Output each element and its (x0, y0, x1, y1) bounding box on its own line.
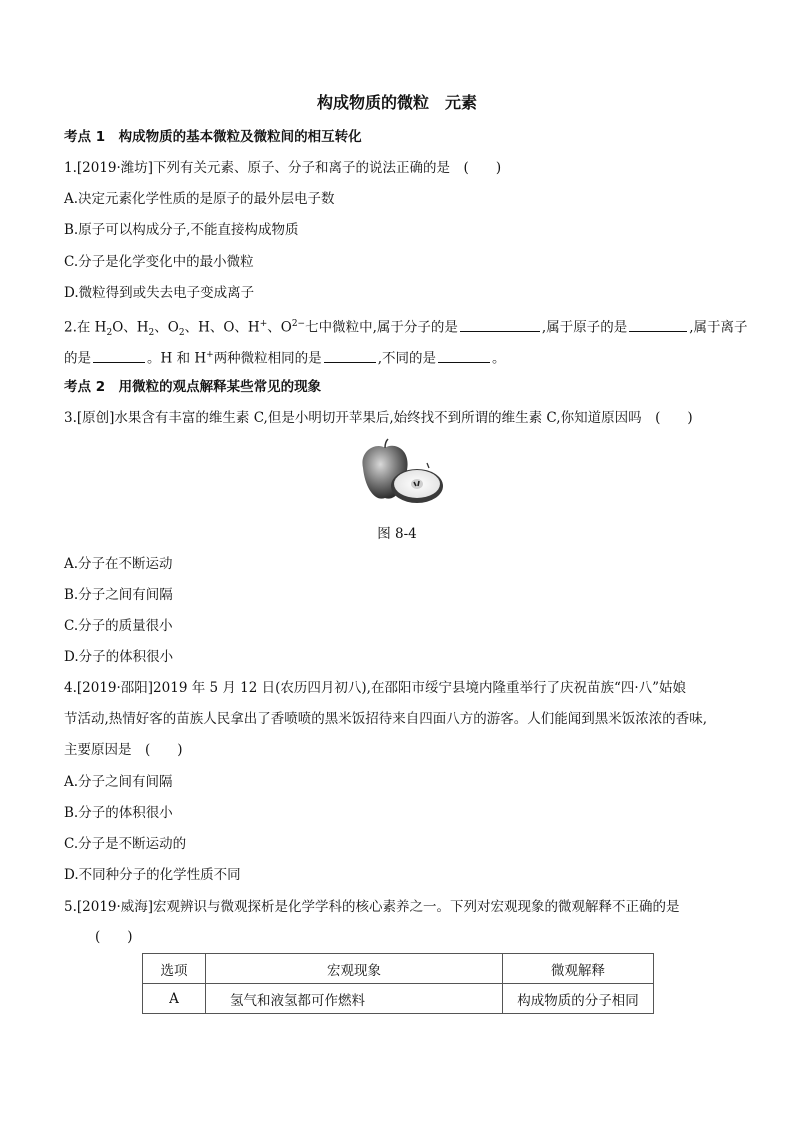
section-2-heading: 考点 2 用微粒的观点解释某些常见的现象 (64, 379, 322, 395)
q2-text: 两种微粒相同的是 (213, 350, 322, 367)
q2-superscript: 2− (291, 319, 306, 329)
q4-option-b: B.分子的体积很小 (64, 805, 173, 821)
page-title: 构成物质的微粒 元素 (316, 93, 477, 112)
q3-option-c: C.分子的质量很小 (64, 618, 173, 634)
q2-text: ,不同的是 (377, 350, 436, 367)
table-header-cell: 微观解释 (503, 954, 654, 984)
table-cell: 构成物质的分子相同 (503, 984, 654, 1014)
answer-blank-same[interactable] (324, 348, 376, 363)
q1-option-d: D.微粒得到或失去电子变成离子 (64, 285, 255, 301)
q3-option-a: A.分子在不断运动 (64, 556, 173, 572)
q2-text: 2.在 H (64, 319, 107, 336)
answer-blank-ions[interactable] (93, 348, 145, 363)
table-header-cell: 选项 (143, 954, 206, 984)
table-cell: A (143, 984, 206, 1014)
q4-line-1: 4.[2019·邵阳]2019 年 5 月 12 日(农历四月初八),在邵阳市绥宁县境内隆重举行了庆祝苗族“四·八”姑娘 (64, 680, 687, 696)
answer-blank-molecules[interactable] (460, 317, 540, 332)
q2-line-1 (64, 314, 748, 343)
q1-option-c: C.分子是化学变化中的最小微粒 (64, 254, 254, 270)
answer-blank-atoms[interactable] (629, 317, 687, 332)
q2-text: 。H 和 H (147, 350, 207, 367)
q2-subscript: 2 (148, 328, 155, 339)
q2-text: O、H (112, 319, 149, 336)
q1-option-b: B.原子可以构成分子,不能直接构成物质 (64, 222, 299, 238)
q2-subscript: 2 (106, 328, 113, 339)
q2-text: 、O (267, 319, 292, 336)
q4-option-d: D.不同种分子的化学性质不同 (64, 867, 241, 883)
q2-subscript: 2 (178, 328, 185, 339)
table-header-cell: 宏观现象 (206, 954, 503, 984)
q2-text: 七中微粒中,属于分子的是 (305, 319, 458, 336)
q5-line-2: ( ) (95, 929, 133, 945)
q2-text: 。 (491, 350, 506, 367)
q2-text: 、O (154, 319, 179, 336)
q2-text: ,属于离子 (689, 319, 748, 336)
q4-line-3: 主要原因是 ( ) (64, 742, 183, 758)
q2-text: 、H、O、H (184, 319, 260, 336)
q4-option-a: A.分子之间有间隔 (64, 774, 173, 790)
answer-blank-different[interactable] (438, 348, 490, 363)
q5-table (142, 953, 654, 1014)
q4-option-c: C.分子是不断运动的 (64, 836, 187, 852)
apple-illustration-icon (355, 438, 445, 510)
figure-caption: 图 8-4 (377, 526, 417, 542)
q2-text: 的是 (64, 350, 91, 367)
q5-line-1: 5.[2019·威海]宏观辨识与微观探析是化学学科的核心素养之一。下列对宏观现象的微观解释不正确的是 (64, 899, 680, 915)
table-cell: 氢气和液氢都可作燃料 (206, 984, 503, 1014)
q2-superscript: + (206, 350, 214, 360)
table-row (143, 984, 654, 1014)
table-header-row (143, 954, 654, 984)
q1-stem: 1.[2019·潍坊]下列有关元素、原子、分子和离子的说法正确的是 ( ) (64, 160, 502, 176)
q3-option-d: D.分子的体积很小 (64, 649, 174, 665)
q2-line-2 (64, 345, 744, 369)
q1-option-a: A.决定元素化学性质的是原子的最外层电子数 (64, 191, 335, 207)
q3-option-b: B.分子之间有间隔 (64, 587, 173, 603)
q4-line-2: 节活动,热情好客的苗族人民拿出了香喷喷的黑米饭招待来自四面八方的游客。人们能闻到黑米饭浓浓的香味, (64, 711, 708, 727)
q3-stem: 3.[原创]水果含有丰富的维生素 C,但是小明切开苹果后,始终找不到所谓的维生素 C,你知道原因吗 ( ) (64, 410, 693, 426)
section-1-heading: 考点 1 构成物质的基本微粒及微粒间的相互转化 (64, 129, 362, 145)
q2-superscript: + (259, 319, 268, 329)
q2-text: ,属于原子的是 (541, 319, 628, 336)
